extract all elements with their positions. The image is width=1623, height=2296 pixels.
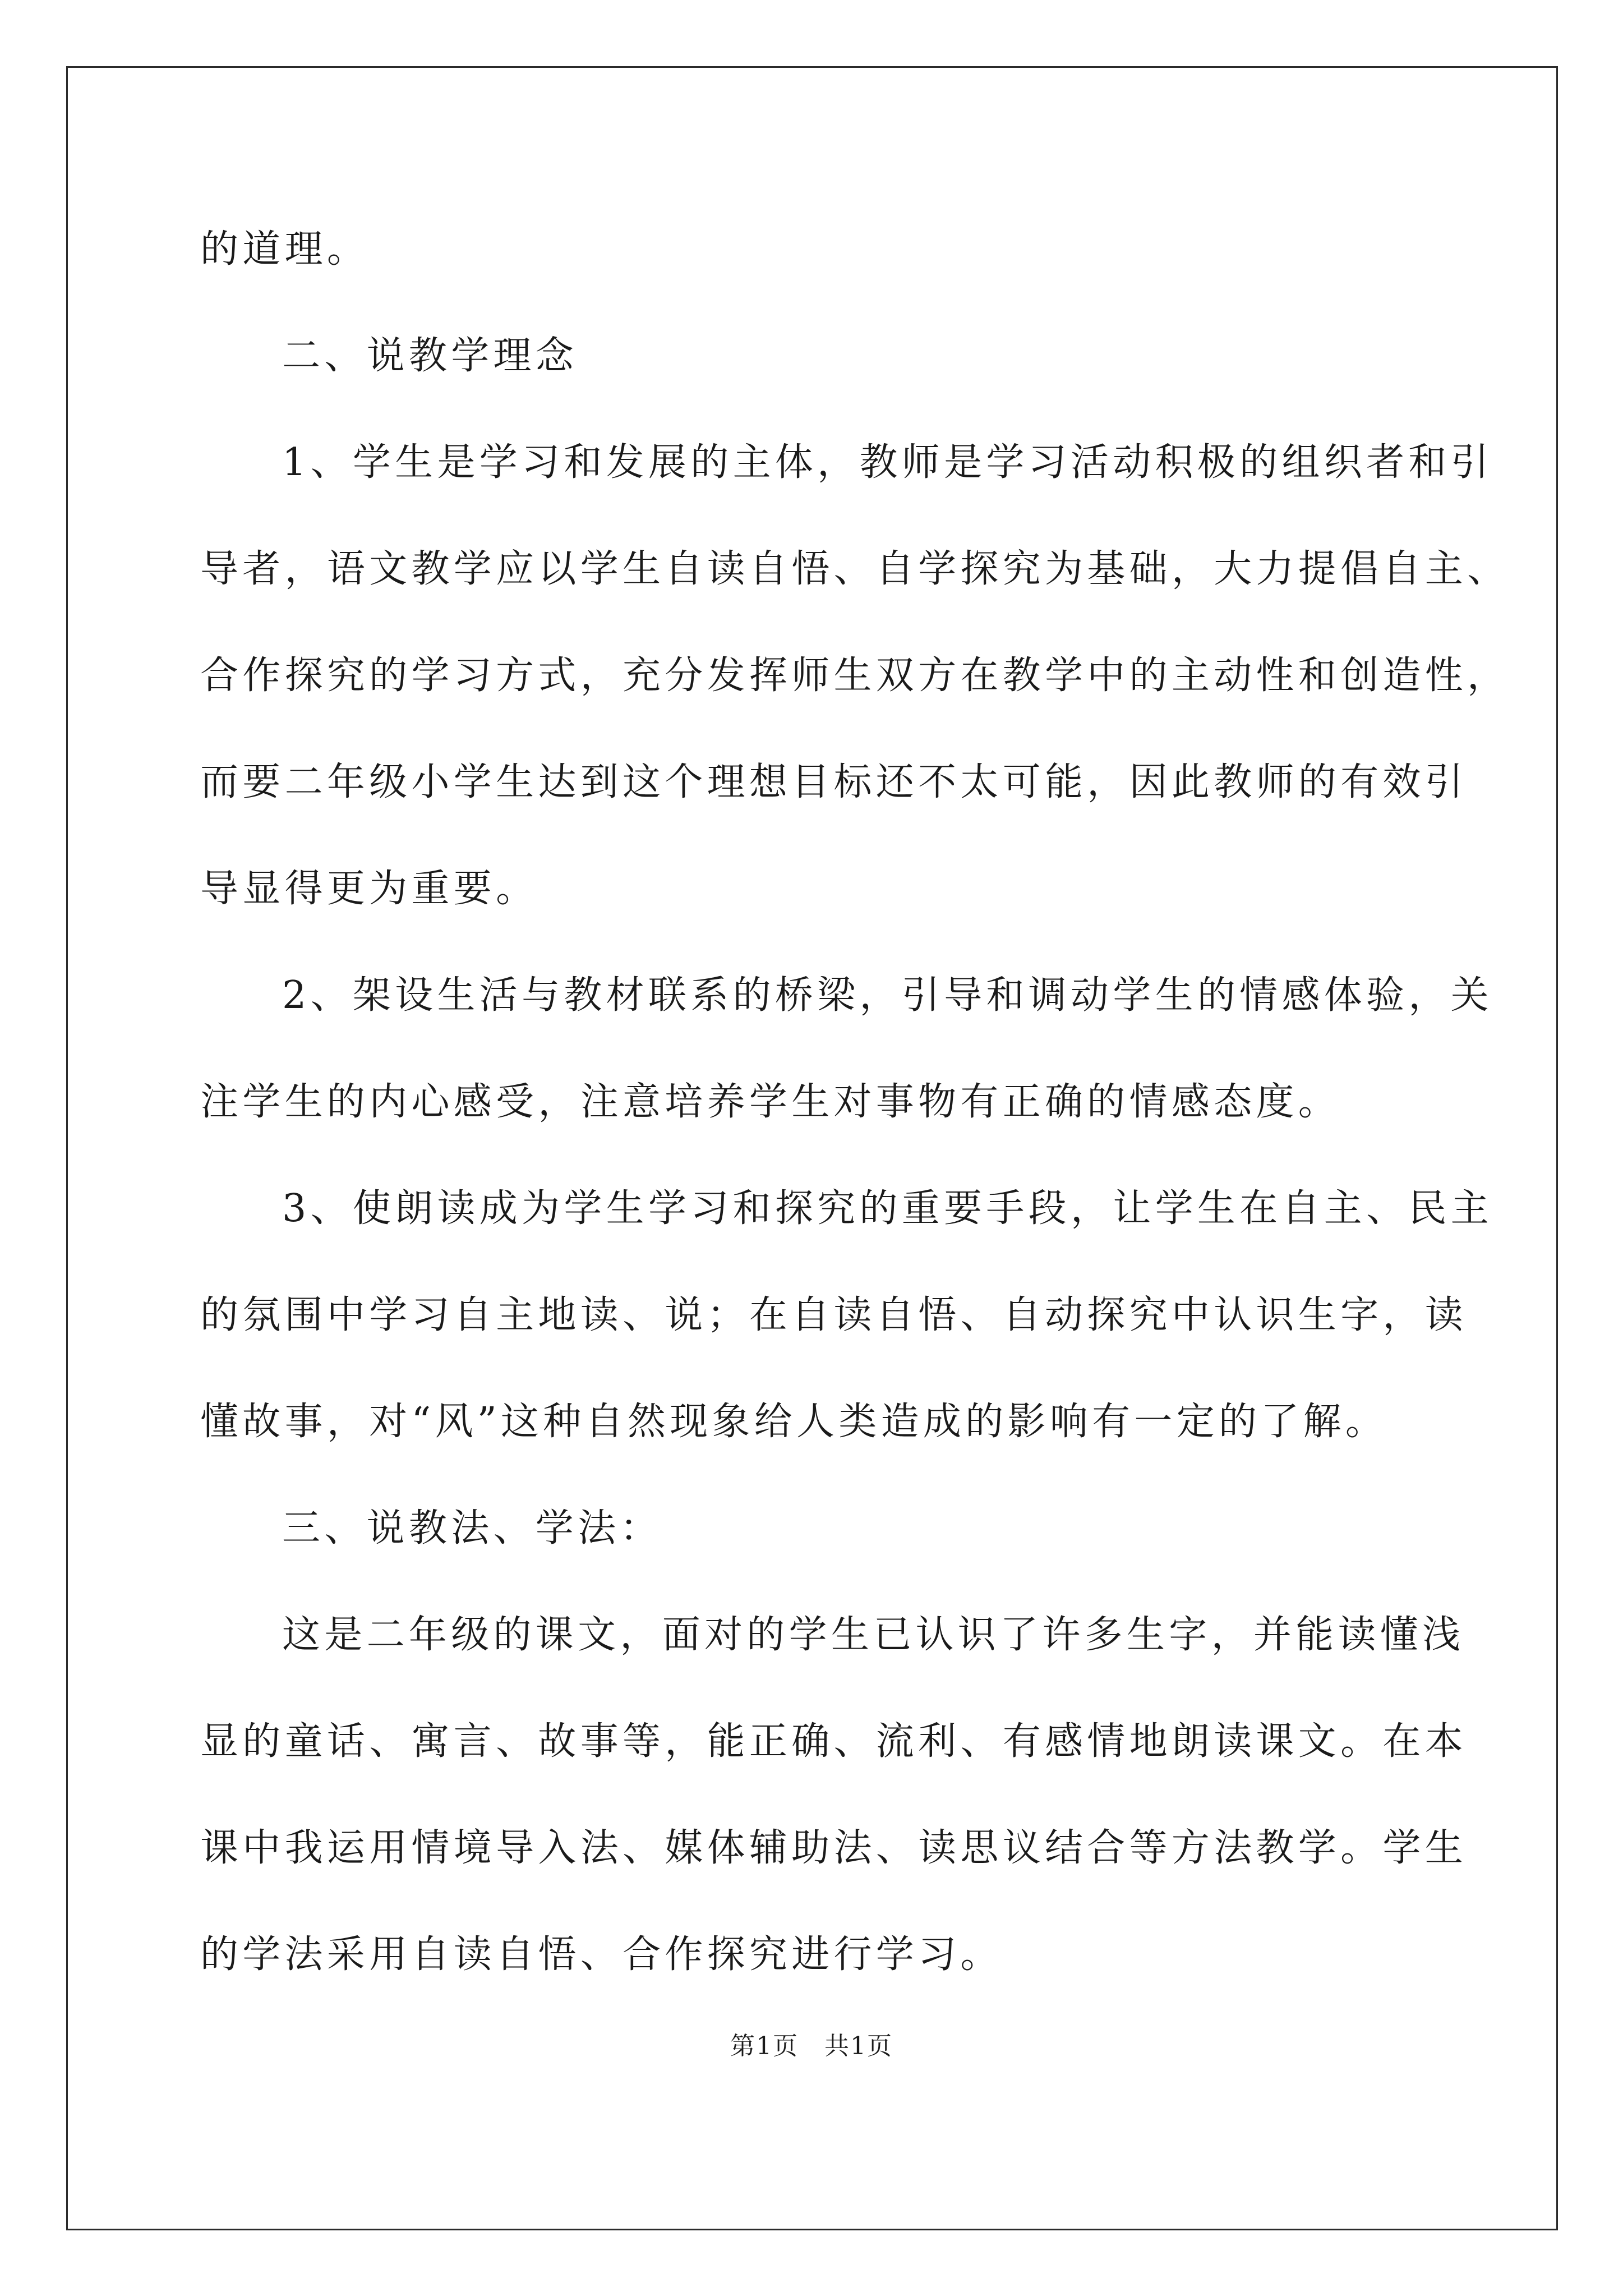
section-heading-teaching-philosophy: 二、说教学理念: [282, 334, 578, 378]
text-line: 注学生的内心感受，注意培养学生对事物有正确的情感态度。: [200, 1080, 1341, 1124]
text-line: 导显得更为重要。: [200, 867, 538, 911]
section-heading-teaching-methods: 三、说教法、学法：: [282, 1506, 662, 1550]
text-line: 的道理。: [200, 227, 370, 272]
text-line: 课中我运用情境导入法、媒体辅助法、读思议结合等方法教学。学生: [200, 1826, 1468, 1870]
text-line: 合作探究的学习方式，充分发挥师生双方在教学中的主动性和创造性，: [200, 654, 1510, 698]
text-line: 的学法采用自读自悟、合作探究进行学习。: [200, 1932, 1003, 1977]
text-line: 2、架设生活与教材联系的桥梁，引导和调动学生的情感体验，关: [282, 973, 1493, 1018]
text-line: 3、使朗读成为学生学习和探究的重要手段，让学生在自主、民主: [282, 1186, 1493, 1231]
text-line: 1、学生是学习和发展的主体，教师是学习活动积极的组织者和引: [282, 440, 1493, 485]
text-line: 显的童话、寓言、故事等，能正确、流利、有感情地朗读课文。在本: [200, 1719, 1468, 1764]
document-body: [200, 213, 1510, 2025]
text-line: 的氛围中学习自主地读、说；在自读自悟、自动探究中认识生字，读: [200, 1293, 1468, 1337]
text-line: 而要二年级小学生达到这个理想目标还不太可能，因此教师的有效引: [200, 760, 1468, 804]
text-line: 导者，语文教学应以学生自读自悟、自学探究为基础，大力提倡自主、: [200, 547, 1510, 591]
text-line: 这是二年级的课文，面对的学生已认识了许多生字，并能读懂浅: [282, 1613, 1465, 1657]
text-line: 懂故事，对“风”这种自然现象给人类造成的影响有一定的了解。: [200, 1400, 1388, 1444]
page-number-footer: 第1页 共1页: [730, 2032, 893, 2060]
